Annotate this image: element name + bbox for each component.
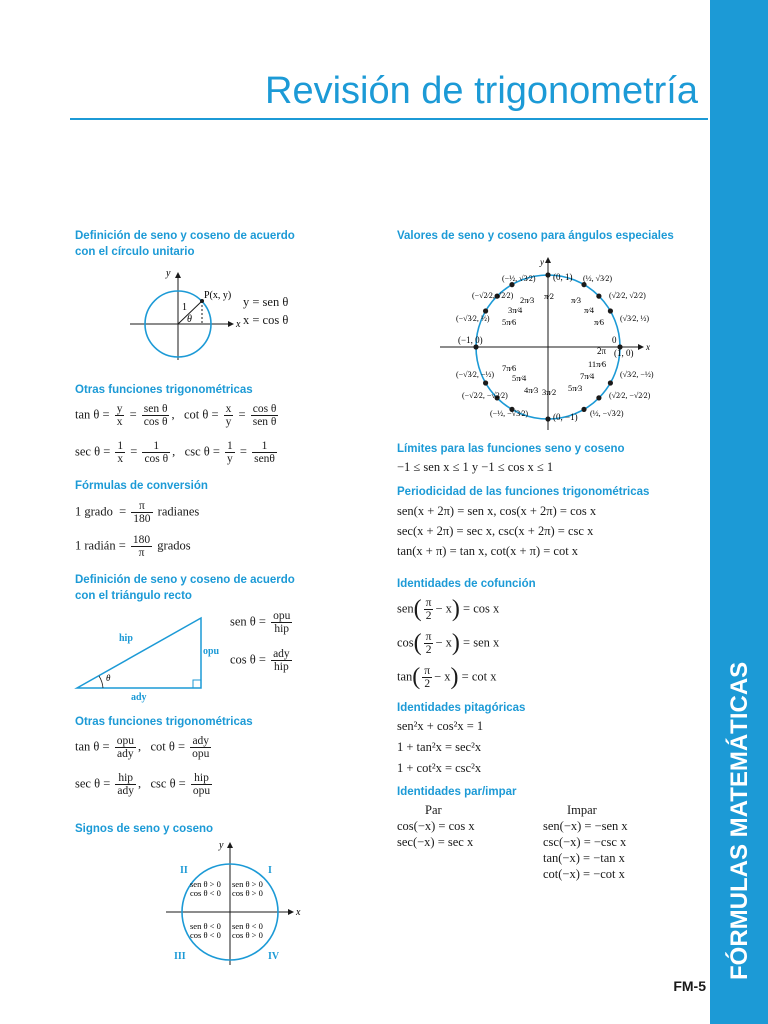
signs-diagram [160,840,310,970]
svg-text:(√3⁄2, ½): (√3⁄2, ½) [620,314,650,323]
radius-label: 1 [182,302,187,313]
zero-angle-label: 0 [612,335,617,345]
left-point-label: (−1, 0) [458,335,483,345]
svg-text:(−√2⁄2, −√2⁄2): (−√2⁄2, −√2⁄2) [462,391,508,400]
special-title: Valores de seno y coseno para ángulos especiales [397,230,674,242]
svg-text:7π⁄6: 7π⁄6 [502,363,517,373]
svg-text:(√3⁄2, −½): (√3⁄2, −½) [620,370,654,379]
svg-text:(√2⁄2, √2⁄2): (√2⁄2, √2⁄2) [609,291,646,300]
svg-text:7π⁄4: 7π⁄4 [580,371,595,381]
cofunction-tan: tan( $\frac{\pi}{2}$ − x) = cot x [397,664,497,690]
parity-title: Identidades par/impar [397,786,517,798]
svg-text:(−√3⁄2, −½): (−√3⁄2, −½) [456,370,495,379]
conversion-title: Fórmulas de conversión [75,480,208,492]
svg-text:π⁄4: π⁄4 [584,305,594,315]
tan-cot-row: tan θ = $\frac{y}{x}$ = $\frac{\text{sen θ}}{\text{cos θ}}$ , cot θ = $\frac{x}{y}$ = $\frac{\text{cos θ}}{\text{sen θ}}$ [75,403,277,428]
svg-text:(½, √3⁄2): (½, √3⁄2) [583,274,613,283]
svg-text:(−½, −√3⁄2): (−½, −√3⁄2) [490,409,529,418]
odd-heading: Impar [567,803,597,817]
right-triangle-diagram [75,612,220,703]
periodicity-title: Periodicidad de las funciones trigonométricas [397,486,650,498]
degree-conversion: 1 grado = $\frac{\pi}{180}$ radianes [75,500,200,525]
unit-circle-diagram [130,270,240,370]
q2-cos: cos θ < 0 [190,888,221,898]
svg-text:(−√3⁄2, ½): (−√3⁄2, ½) [456,314,490,323]
cofunction-sen: sen( $\frac{\pi}{2}$ − x) = cos x [397,596,500,622]
point-label: P(x, y) [204,290,232,301]
y-axis-label: y [166,268,171,279]
svg-text:4π⁄3: 4π⁄3 [524,385,539,395]
q4-sen: sen θ < 0 [232,921,263,931]
svg-text:5π⁄6: 5π⁄6 [502,317,517,327]
pythagorean-line-3: 1 + cot²x = csc²x [397,761,482,775]
radian-conversion: 1 radián = $\frac{180}{\pi}$ grados [75,534,191,559]
cos-ratio: cos θ = $\frac{\text{ady}}{\text{hip}}$ [230,648,290,673]
svg-text:3π⁄4: 3π⁄4 [508,305,523,315]
svg-text:(−√2⁄2, √2⁄2): (−√2⁄2, √2⁄2) [472,291,514,300]
odd-identity: sen(−x) = −sen x [543,819,628,833]
pythagorean-line-2: 1 + tan²x = sec²x [397,740,482,754]
even-heading: Par [425,803,442,817]
page-title: Revisión de trigonometría [265,70,698,112]
special-x-label: x [646,342,650,352]
signs-y-label: y [219,840,224,851]
limits-text: −1 ≤ sen x ≤ 1 y −1 ≤ cos x ≤ 1 [397,460,554,474]
periodicity-line-1: sen(x + 2π) = sen x, cos(x + 2π) = cos x [397,504,597,518]
special-angles-diagram [440,255,660,435]
odd-identity: cot(−x) = −cot x [543,867,625,881]
tan-cot-ratio-row: tan θ = $\frac{\text{opu}}{\text{ady}}$ , cot θ = $\frac{\text{ady}}{\text{opu}}$ [75,735,210,760]
pythagorean-line-1: sen²x + cos²x = 1 [397,719,484,733]
svg-text:2π⁄3: 2π⁄3 [520,295,535,305]
svg-text:3π⁄2: 3π⁄2 [542,387,557,397]
odd-identity: tan(−x) = −tan x [543,851,625,865]
q3-cos: cos θ < 0 [190,930,221,940]
sec-csc-ratio-row: sec θ = $\frac{\text{hip}}{\text{ady}}$ , csc θ = $\frac{\text{hip}}{\text{opu}}$ [75,772,211,797]
svg-text:(√2⁄2, −√2⁄2): (√2⁄2, −√2⁄2) [609,391,651,400]
angle-label: θ [187,314,192,325]
bottom-point-label: (0, −1) [553,412,578,422]
q2-sen: sen θ > 0 [190,879,221,889]
title-rule [70,118,708,120]
svg-text:π⁄6: π⁄6 [594,317,604,327]
svg-text:11π⁄6: 11π⁄6 [588,359,607,369]
adj-label: ady [131,692,147,703]
top-point-label: (0, 1) [553,272,573,282]
svg-text:π⁄2: π⁄2 [544,291,554,301]
q1-sen: sen θ > 0 [232,879,263,889]
sec-csc-row: sec θ = $\frac{1}{x}$ = $\frac{1}{\text{cos θ}}$ , csc θ = $\frac{1}{y}$ = $\frac{1}{\text{senθ}}$ [75,440,275,465]
unit-circle-title: Definición de seno y coseno de acuerdo con el círculo unitario [75,230,295,258]
pythagorean-title: Identidades pitagóricas [397,702,526,714]
side-label [720,940,768,980]
triangle-title: Definición de seno y coseno de acuerdo con el triángulo recto [75,574,295,602]
triangle-angle: θ [106,673,111,683]
right-point-label: (1, 0) [614,348,634,358]
svg-text:(−½, √3⁄2): (−½, √3⁄2) [502,274,536,283]
q3-sen: sen θ < 0 [190,921,221,931]
quadrant-3-label: III [174,951,186,962]
opp-label: opu [203,646,220,657]
hyp-label: hip [119,633,133,644]
signs-x-label: x [296,907,301,918]
quadrant-4-label: IV [268,951,280,962]
cofunction-title: Identidades de cofunción [397,578,536,590]
periodicity-line-3: tan(x + π) = tan x, cot(x + π) = cot x [397,544,579,558]
other-funcs-1-title: Otras funciones trigonométricas [75,384,253,396]
eq-y-sen: y = sen θ [243,295,289,309]
special-y-label: y [540,257,544,267]
limits-title: Límites para las funciones seno y coseno [397,443,625,455]
svg-text:5π⁄3: 5π⁄3 [568,383,583,393]
signs-title: Signos de seno y coseno [75,823,214,835]
q1-cos: cos θ > 0 [232,888,263,898]
other-funcs-2-title: Otras funciones trigonométricas [75,716,253,728]
cofunction-cos: cos( $\frac{\pi}{2}$ − x) = sen x [397,630,500,656]
even-identity: sec(−x) = sec x [397,835,474,849]
eq-x-cos: x = cos θ [243,313,289,327]
quadrant-1-label: I [268,865,272,876]
q4-cos: cos θ > 0 [232,930,263,940]
quadrant-2-label: II [180,865,188,876]
two-pi-label: 2π [597,346,607,356]
odd-identity: csc(−x) = −csc x [543,835,627,849]
x-axis-label: x [236,319,241,330]
svg-text:(½, −√3⁄2): (½, −√3⁄2) [590,409,624,418]
svg-text:5π⁄4: 5π⁄4 [512,373,527,383]
sen-ratio: sen θ = $\frac{\text{opu}}{\text{hip}}$ [230,610,291,635]
page-number: FM-5 [673,978,706,994]
even-identity: cos(−x) = cos x [397,819,475,833]
periodicity-line-2: sec(x + 2π) = sec x, csc(x + 2π) = csc x [397,524,594,538]
svg-text:π⁄3: π⁄3 [571,295,581,305]
